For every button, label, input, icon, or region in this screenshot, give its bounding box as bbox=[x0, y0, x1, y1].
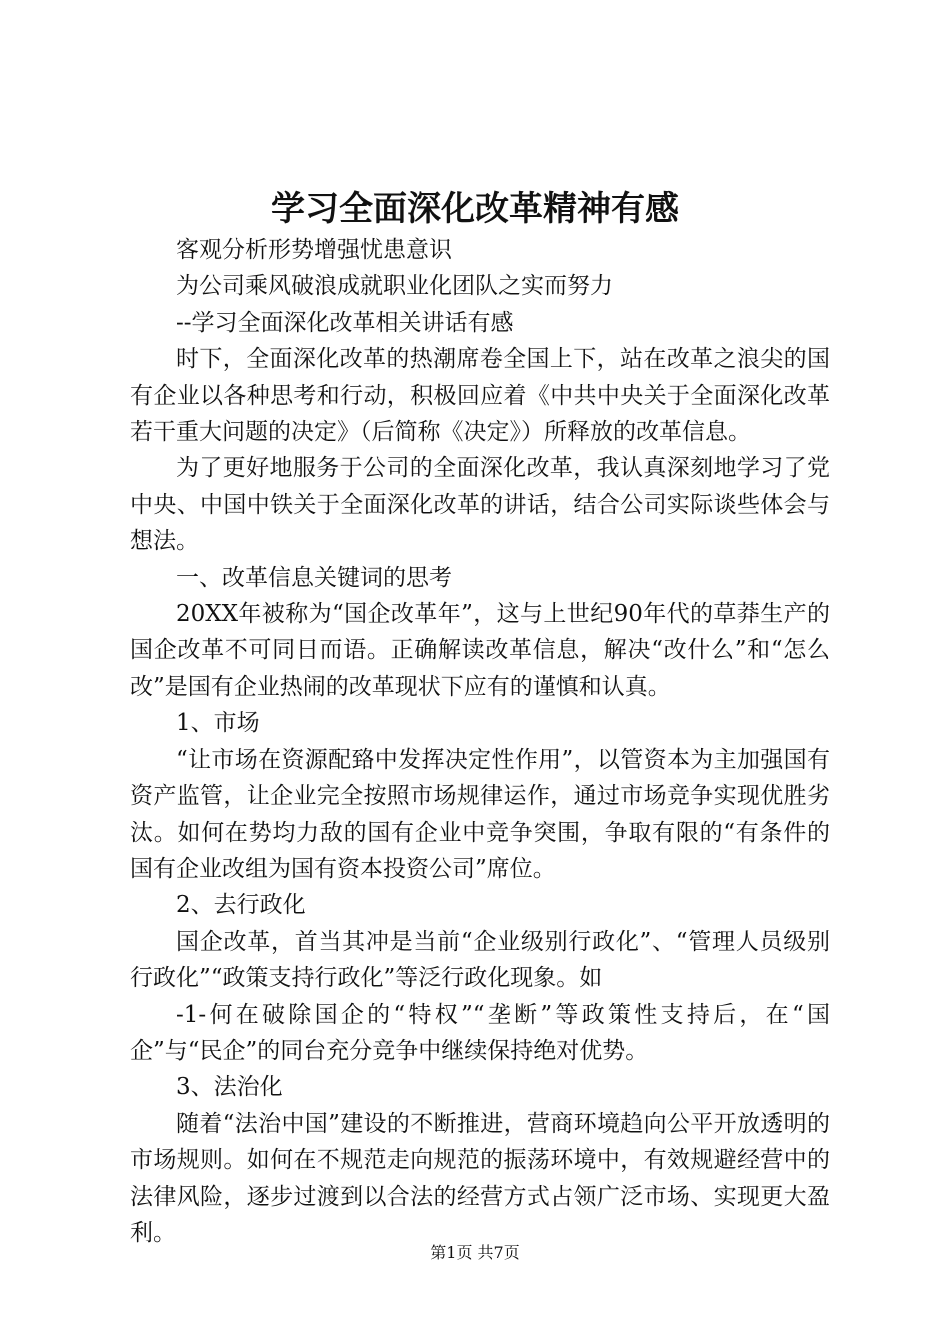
subheading-market: 1、市场 bbox=[176, 710, 260, 737]
paragraph-market: “让市场在资源配臵中发挥决定性作用”，以管资本为主加强国有资产监管，让企业完全按照市场规律运作，通过市场竞争实现优胜劣汰。如何在势均力敌的国有企业中竞争突围，争取有限的“有条件的国有企业改组为国有资本投资公司”席位。 bbox=[130, 746, 830, 882]
paragraph-purpose: 为了更好地服务于公司的全面深化改革，我认真深刻地学习了党中央、中国中铁关于全面深化改革的讲话，结合公司实际谈些体会与想法。 bbox=[130, 455, 830, 555]
paragraph-rule-of-law: 随着“法治中国”建设的不断推进，营商环境趋向公平开放透明的市场规则。如何在不规范走向规范的振荡环境中，有效规避经营中的法律风险，逐步过渡到以合法的经营方式占领广泛市场、实现更大盈利。 bbox=[130, 1110, 830, 1246]
document-body bbox=[130, 232, 830, 1251]
section-heading-1: 一、改革信息关键词的思考 bbox=[176, 564, 452, 591]
paragraph-de-administration: 国企改革，首当其冲是当前“企业级别行政化”、“管理人员级别行政化”“政策支持行政化”等泛行政化现象。如 bbox=[130, 928, 830, 992]
paragraph-intro: 时下，全面深化改革的热潮席卷全国上下，站在改革之浪尖的国有企业以各种思考和行动，积极回应着《中共中央关于全面深化改革若干重大问题的决定》（后简称《决定》）所释放的改革信息。 bbox=[130, 346, 830, 446]
page-footer: 第1页 共7页 bbox=[430, 1243, 520, 1262]
paragraph-subtitle-3: --学习全面深化改革相关讲话有感 bbox=[176, 309, 514, 336]
document-title: 学习全面深化改革精神有感 bbox=[271, 189, 679, 229]
paragraph-subtitle-1: 客观分析形势增强忧患意识 bbox=[176, 237, 452, 263]
subheading-de-administration: 2、去行政化 bbox=[176, 892, 306, 919]
paragraph-reform-year: 20XX年被称为“国企改革年”，这与上世纪90年代的草莽生产的国企改革不可同日而语。正确解读改革信息，解决“改什么”和“怎么改”是国有企业热闹的改革现状下应有的谨慎和认真。 bbox=[130, 601, 830, 700]
subheading-rule-of-law: 3、法治化 bbox=[176, 1074, 283, 1101]
paragraph-subtitle-2: 为公司乘风破浪成就职业化团队之实而努力 bbox=[176, 273, 613, 300]
paragraph-de-administration-cont: -1-何在破除国企的“特权”“垄断”等政策性支持后，在“国企”与“民企”的同台充分竞争中继续保持绝对优势。 bbox=[130, 1001, 830, 1064]
